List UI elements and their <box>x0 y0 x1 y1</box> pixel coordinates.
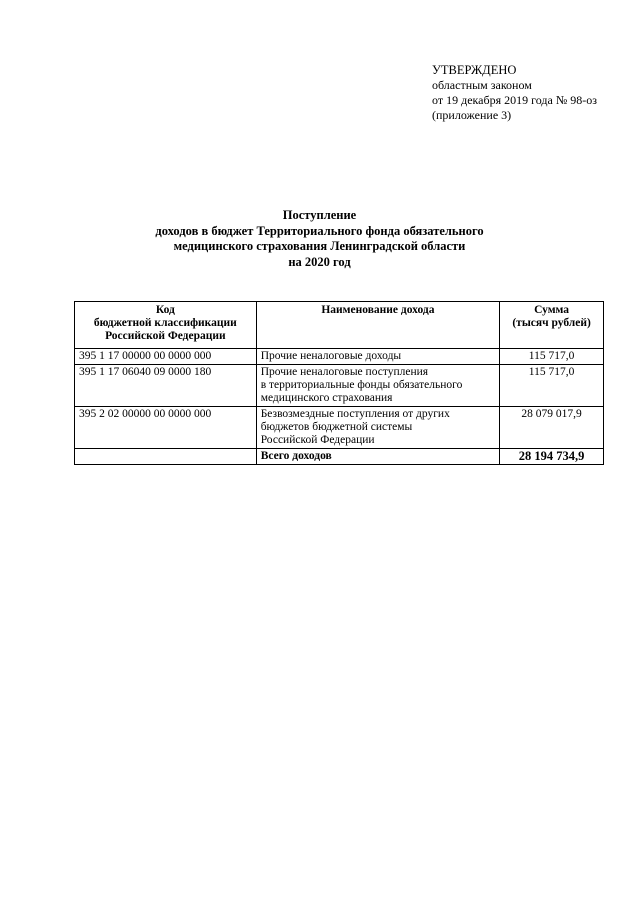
total-label: Всего доходов <box>256 449 499 465</box>
header-code-line-1: Код <box>155 304 175 316</box>
approval-date: от 19 декабря 2019 года № 98-оз <box>432 93 598 107</box>
total-code <box>75 449 257 465</box>
table-row <box>75 349 604 365</box>
row-name-line: Безвозмездные поступления от других <box>260 408 450 420</box>
row-name-line: Российской Федерации <box>260 434 375 446</box>
approval-appendix: (приложение 3) <box>432 108 512 122</box>
row-name-line: в территориальные фонды обязательного <box>260 379 463 391</box>
header-sum-line-1: Сумма <box>534 304 570 316</box>
header-name-label: Наименование дохода <box>321 304 435 316</box>
row-name-line: Прочие неналоговые доходы <box>260 350 402 362</box>
total-row <box>75 449 604 465</box>
header-code <box>75 302 257 349</box>
row-code: 395 2 02 00000 00 0000 000 <box>75 407 257 449</box>
approval-title: УТВЕРЖДЕНО <box>432 63 517 77</box>
row-name-line: Прочие неналоговые поступления <box>260 366 429 378</box>
table-row <box>75 365 604 407</box>
row-name <box>256 349 499 365</box>
approval-law: областным законом <box>432 78 532 92</box>
row-name-line: бюджетов бюджетной системы <box>260 421 413 433</box>
row-amount: 115 717,0 <box>500 365 604 407</box>
row-code: 395 1 17 06040 09 0000 180 <box>75 365 257 407</box>
approval-stamp <box>432 63 597 123</box>
row-amount: 28 079 017,9 <box>500 407 604 449</box>
table-row <box>75 407 604 449</box>
title-line-4: на 2020 год <box>288 254 351 269</box>
row-code: 395 1 17 00000 00 0000 000 <box>75 349 257 365</box>
row-name-line: медицинского страхования <box>260 392 393 404</box>
row-name <box>256 365 499 407</box>
title-line-3: медицинского страхования Ленинградской области <box>173 239 466 253</box>
header-code-line-2: бюджетной классификации <box>93 317 237 329</box>
title-line-2: доходов в бюджет Территориального фонда обязательного <box>155 223 484 238</box>
income-table <box>74 301 604 465</box>
total-amount: 28 194 734,9 <box>500 449 604 465</box>
document-title <box>0 208 639 270</box>
header-sum <box>500 302 604 349</box>
header-name <box>256 302 499 349</box>
header-code-line-3: Российской Федерации <box>105 330 226 342</box>
title-line-1: Поступление <box>282 208 357 222</box>
row-amount: 115 717,0 <box>500 349 604 365</box>
row-name <box>256 407 499 449</box>
table-header-row <box>75 302 604 349</box>
header-sum-line-2: (тысяч рублей) <box>512 317 591 329</box>
